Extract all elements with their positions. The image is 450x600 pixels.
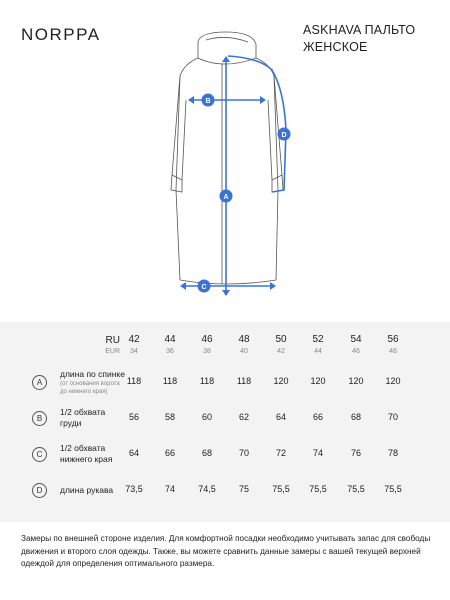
row-badge: B <box>32 411 47 426</box>
row-badge: C <box>32 447 47 462</box>
coat-measurement-illustration <box>160 30 310 302</box>
product-title <box>303 22 415 56</box>
table-cell: 75,5 <box>272 484 290 494</box>
brand-logo: NORPPA <box>21 25 101 44</box>
row-label: груди <box>60 418 82 428</box>
table-cell: 58 <box>164 412 175 422</box>
table-cell: 73,5 <box>125 484 143 494</box>
table-cell: 120 <box>310 376 326 386</box>
table-cell: 70 <box>387 412 398 422</box>
table-cell: 74 <box>312 448 323 458</box>
table-cell: 68 <box>201 448 212 458</box>
size-ru-header: 42 <box>128 334 140 345</box>
footnote-line-3: одеждой для определения оптимального размера. <box>21 559 215 568</box>
size-eur-header: 36 <box>166 348 174 355</box>
table-cell: 74,5 <box>198 484 216 494</box>
table-cell: 75,5 <box>309 484 327 494</box>
size-eur-header: 40 <box>240 348 248 355</box>
row-label: 1/2 обхвата <box>60 443 106 453</box>
size-eur-header: 42 <box>277 348 285 355</box>
table-cell: 72 <box>275 448 286 458</box>
svg-text:B: B <box>205 98 211 105</box>
marker-b <box>202 94 215 107</box>
footnote-line-2: движения и второго слоя одежды. Также, вы можете сравнить данные замеры с вашей текущей верхней <box>21 546 421 556</box>
table-cell: 66 <box>164 448 175 458</box>
table-cell: 74 <box>164 484 175 494</box>
svg-text:C: C <box>201 284 207 291</box>
table-cell: 75 <box>238 484 249 494</box>
size-eur-header: 46 <box>352 348 360 355</box>
table-cell: 118 <box>199 376 215 386</box>
size-ru-header: 50 <box>275 334 287 345</box>
table-cell: 75,5 <box>384 484 402 494</box>
table-cell: 120 <box>385 376 401 386</box>
marker-c <box>198 280 211 293</box>
ru-header: RU <box>105 335 120 346</box>
size-ru-header: 56 <box>387 334 399 345</box>
svg-text:D: D <box>281 132 287 139</box>
table-cell: 78 <box>387 448 398 458</box>
table-cell: 118 <box>236 376 252 386</box>
coat-outline <box>171 32 283 284</box>
marker-a <box>220 190 233 203</box>
table-cell: 56 <box>128 412 139 422</box>
product-title-line-1: ASKHAVA ПАЛЬТО <box>303 23 416 37</box>
row-label: нижнего края <box>60 454 113 464</box>
row-label: 1/2 обхвата <box>60 407 106 417</box>
row-label: длина рукава <box>60 484 114 495</box>
marker-d <box>278 128 291 141</box>
product-title-line-2: ЖЕНСКОЕ <box>303 40 368 54</box>
measurement-lines <box>184 56 286 292</box>
table-cell: 118 <box>126 376 142 386</box>
table-cell: 75,5 <box>347 484 365 494</box>
footnote-line-1: Замеры по внешней стороне изделия. Для комфортной посадки необходимо учитывать запас для свободы <box>21 534 431 543</box>
table-cell: 70 <box>238 448 249 458</box>
table-cell: 120 <box>348 376 364 386</box>
table-cell: 66 <box>312 412 323 422</box>
size-ru-header: 52 <box>312 334 324 345</box>
table-cell: 64 <box>128 448 139 458</box>
size-ru-header: 46 <box>201 334 213 345</box>
size-ru-header: 44 <box>164 334 176 345</box>
size-eur-header: 38 <box>203 348 211 355</box>
row-note: (от основания ворота <box>60 380 120 387</box>
row-note: до нижнего края) <box>60 388 108 395</box>
table-cell: 76 <box>350 448 361 458</box>
table-cell: 120 <box>273 376 289 386</box>
row-label: длина по спинке <box>60 368 125 379</box>
table-cell: 118 <box>162 376 178 386</box>
measurement-arrowheads <box>180 56 276 296</box>
size-ru-header: 48 <box>238 334 250 345</box>
size-eur-header: 48 <box>389 348 397 355</box>
size-table <box>0 322 450 522</box>
eur-header: EUR <box>105 348 120 355</box>
size-eur-header: 34 <box>130 348 138 355</box>
table-cell: 60 <box>201 412 212 422</box>
footnote <box>21 533 431 571</box>
size-ru-header: 54 <box>350 334 362 345</box>
row-badge: D <box>32 483 47 498</box>
table-cell: 64 <box>275 412 286 422</box>
size-eur-header: 44 <box>314 348 322 355</box>
table-cell: 62 <box>238 412 249 422</box>
row-badge: A <box>32 375 47 390</box>
svg-text:A: A <box>223 194 229 201</box>
table-cell: 68 <box>350 412 361 422</box>
